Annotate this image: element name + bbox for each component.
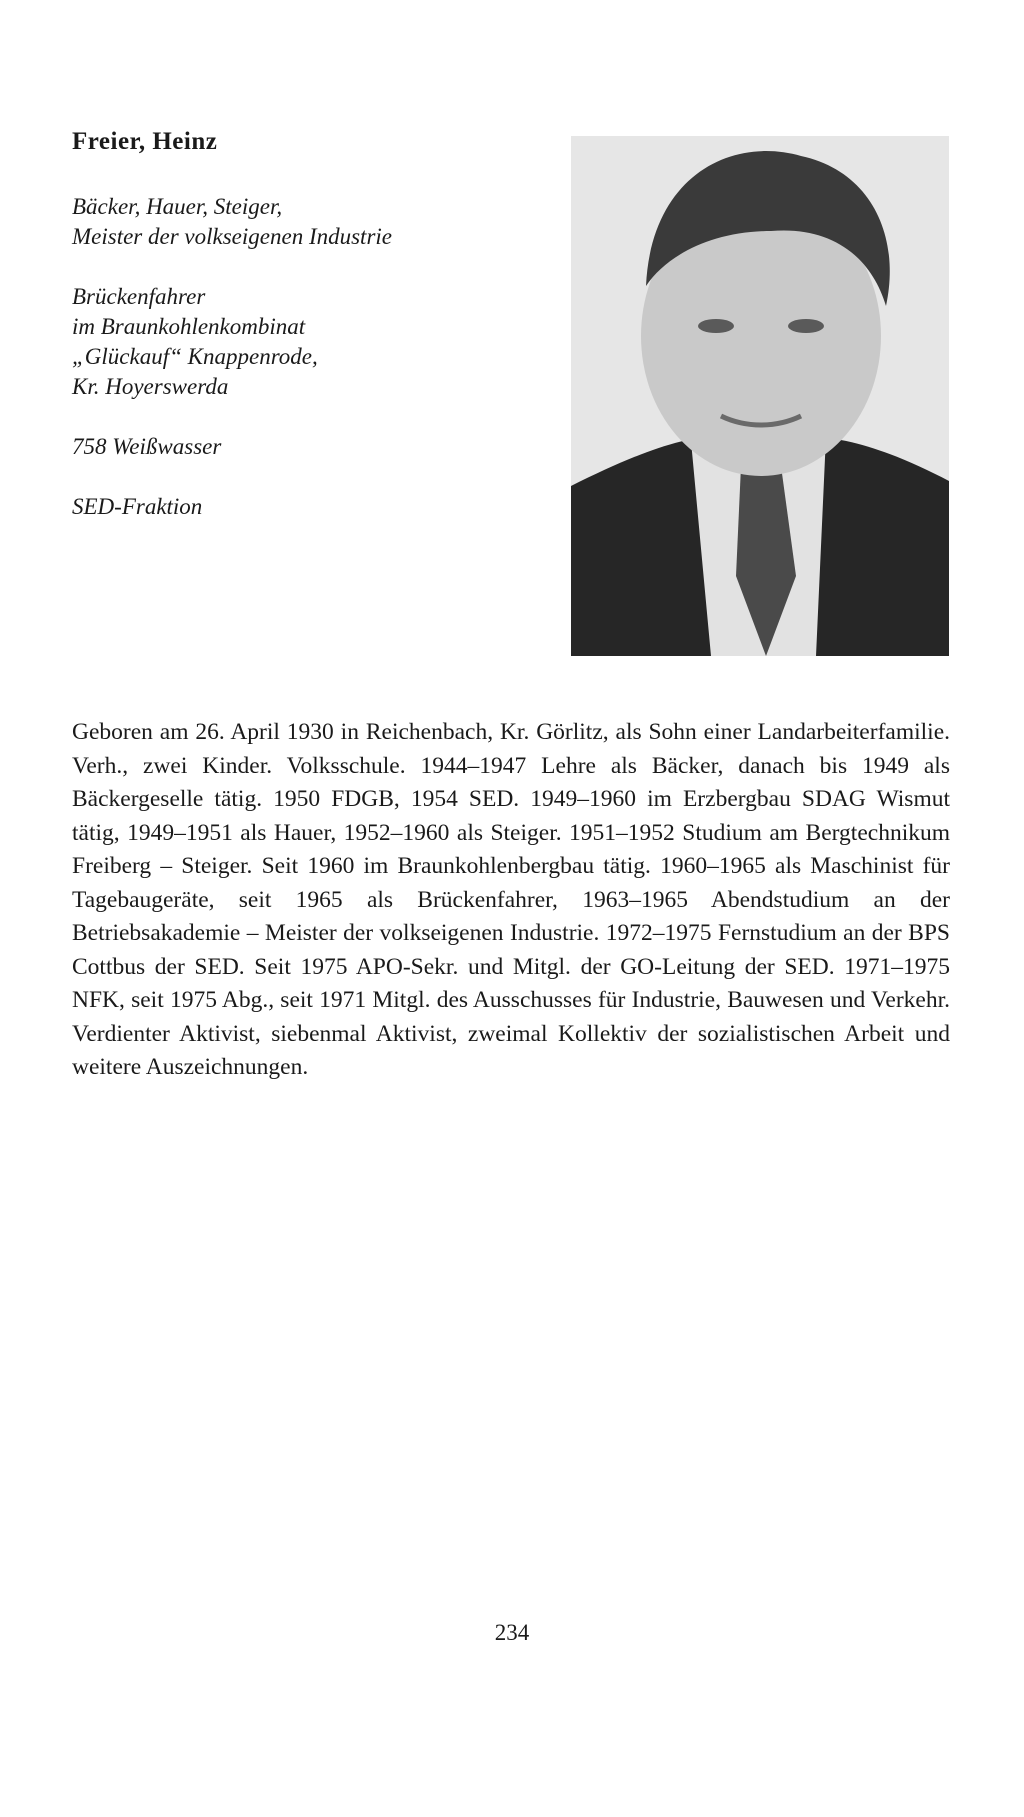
professions-block [72,192,552,252]
professions-line: Bäcker, Hauer, Steiger, [72,194,283,219]
position-line: Brückenfahrer [72,284,206,309]
portrait-photo [571,136,949,656]
position-line: „Glückauf“ Knappenrode, [72,344,318,369]
faction: SED-Fraktion [72,494,203,519]
portrait-photo-icon [571,136,949,656]
person-name: Freier, Heinz [72,128,218,155]
faction-block [72,492,552,522]
position-block [72,282,552,402]
photo-eye [698,319,734,333]
position-line: im Braunkohlenkombinat [72,314,306,339]
position-line: Kr. Hoyerswerda [72,374,229,399]
page-number: 234 [494,1620,530,1645]
person-info [72,192,552,552]
biography-text: Geboren am 26. April 1930 in Reichenbach, Kr. Görlitz, als Sohn einer Landarbeiterfamilie. Verh., zwei Kinder. Volksschule. 1944–1947 Lehre als Bäcker, danach bis 1949 als Bäckergeselle tätig. 1950 FDGB, 1954 SED. 1949–1960 im Erzbergbau SDAG Wismut tätig, 1949–1951 als Hauer, 1952–1960 als Steiger. 1951–1952 Studium am Bergtechnikum Freiberg – Steiger. Seit 1960 im Braunkohlenbergbau tätig. 1960–1965 als Maschinist für Tagebaugeräte, seit 1965 als Brückenfahrer, 1963–1965 Abendstudium an der Betriebsakademie – Meister der volkseigenen Industrie. 1972–1975 Fernstudium an der BPS Cottbus der SED. Seit 1975 APO-Sekr. und Mitgl. der GO-Leitung der SED. 1971–1975 NFK, seit 1975 Abg., seit 1971 Mitgl. des Ausschusses für Industrie, Bauwesen und Verkehr. Verdienter Aktivist, siebenmal Aktivist, zweimal Kollektiv der sozialistischen Arbeit und weitere Auszeichnungen. [72,719,950,1080]
photo-eye [788,319,824,333]
professions-line: Meister der volkseigenen Industrie [72,224,392,249]
address-block [72,432,552,462]
address: 758 Weißwasser [72,434,222,459]
